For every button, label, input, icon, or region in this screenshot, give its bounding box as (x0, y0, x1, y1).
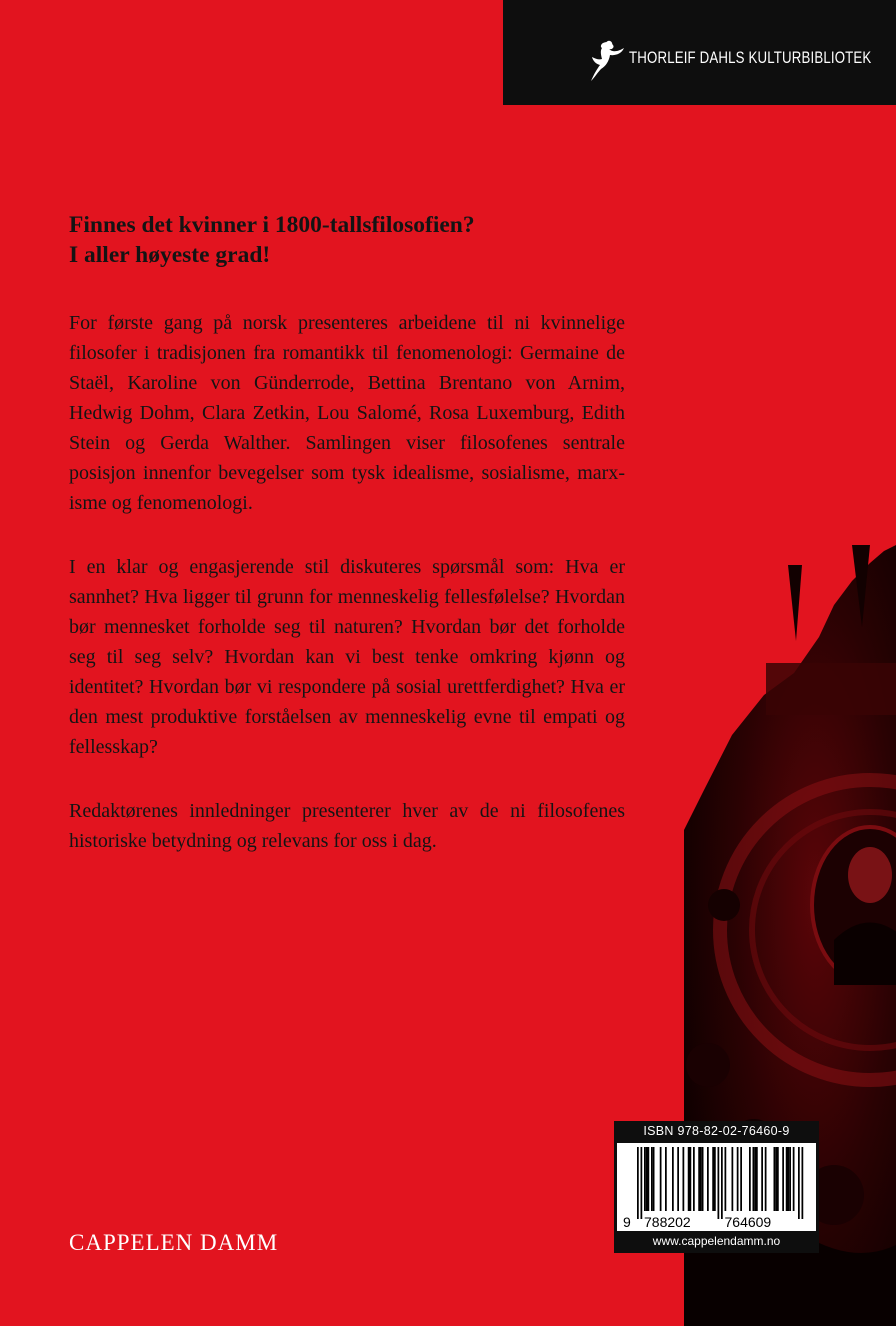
barcode-bar (683, 1147, 685, 1211)
paragraph-2: I en klar og engasjerende stil diskuteres spørsmål som: Hva er sannhet? Hva ligger til grunn for menneskelig fellesfølelse? Hvordan bør mennesket forholde seg til naturen? Hvordan bør det forholde seg til seg selv? Hvordan kan vi best tenke omkring kjønn og identitet? Hvordan bør vi respondere på sosial urettferdighet? Hva er den mest produktive forståelsen av menneskelig evne til empati og fellesskap? (69, 556, 625, 758)
barcode-bar (644, 1147, 646, 1211)
barcode-bar (782, 1147, 784, 1211)
barcode-bar (725, 1147, 727, 1211)
barcode-bar (672, 1147, 674, 1211)
barcode-bar (714, 1147, 716, 1211)
barcode-bar (740, 1147, 742, 1211)
headline (69, 210, 625, 270)
barcode-bar (749, 1147, 751, 1211)
barcode-bar (775, 1147, 777, 1211)
barcode-bar (786, 1147, 788, 1211)
paragraph-3: Redaktørenes innledninger presenterer hver av de ni filosofenes historiske betydning og relevans for oss i dag. (69, 800, 625, 852)
barcode-bar (712, 1147, 714, 1211)
barcode-bar (754, 1147, 756, 1211)
barcode-bar (737, 1147, 739, 1211)
barcode-bar (718, 1147, 720, 1219)
barcode-bar (698, 1147, 700, 1211)
barcode-bar (732, 1147, 734, 1211)
barcode-bar (693, 1147, 695, 1211)
publisher-url: www.cappelendamm.no (652, 1234, 781, 1248)
barcode-bar (777, 1147, 779, 1211)
barcode-bar (721, 1147, 723, 1219)
barcode-bar (789, 1147, 791, 1211)
isbn-block (614, 1121, 819, 1253)
barcode-bar (665, 1147, 667, 1211)
barcode-bar (761, 1147, 763, 1211)
barcode-bar (677, 1147, 679, 1211)
publisher-logo: CAPPELEN DAMM (69, 1230, 279, 1255)
barcode-bar (753, 1147, 755, 1211)
series-name: THORLEIF DAHLS KULTURBIBLIOTEK (629, 48, 872, 67)
leaping-figure-icon (589, 39, 627, 83)
barcode-graphic (617, 1143, 816, 1231)
paragraph-1: For første gang på norsk presenteres arbeidene til ni kvinnelige filosofer i tradisjonen fra romantikk til fenomenologi: Germaine de Staël, Karoline von Günderrode, Bettina Brentano von Arnim, Hedwig Dohm, Clara Zetkin, Lou Salomé, Rosa Luxemburg, Edith Stein og Gerda Walther. Samlingen viser filosofenes sentrale posisjon innenfor bevegelser som tysk idealisme, sosialisme, marxisme og fenomenologi. (69, 312, 625, 514)
barcode (617, 1143, 816, 1231)
barcode-bar (651, 1147, 653, 1211)
barcode-digits: 764609 (724, 1214, 772, 1230)
barcode-bar (646, 1147, 648, 1211)
barcode-bar (660, 1147, 662, 1211)
barcode-bar (788, 1147, 790, 1211)
barcode-bar (756, 1147, 758, 1211)
headline-line-2: I aller høyeste grad! (69, 242, 271, 268)
barcode-bar (690, 1147, 692, 1211)
barcode-digits: 788202 (644, 1214, 691, 1230)
barcode-bar (707, 1147, 709, 1211)
barcode-bar (637, 1147, 639, 1219)
series-banner (503, 0, 896, 105)
barcode-bar (702, 1147, 704, 1211)
barcode-bar (793, 1147, 795, 1211)
barcode-bar (798, 1147, 800, 1219)
barcode-bar (774, 1147, 776, 1211)
blurb (69, 210, 625, 890)
isbn-label: ISBN 978-82-02-76460-9 (643, 1124, 790, 1138)
barcode-bar (765, 1147, 767, 1211)
barcode-bar (688, 1147, 690, 1211)
barcode-bar (653, 1147, 655, 1211)
barcode-digits: 9 (623, 1214, 631, 1230)
barcode-bar (802, 1147, 804, 1219)
headline-line-1: Finnes det kvinner i 1800-tallsfilosofien? (69, 212, 475, 238)
barcode-bar (641, 1147, 643, 1219)
barcode-bar (700, 1147, 702, 1211)
barcode-bar (648, 1147, 650, 1211)
